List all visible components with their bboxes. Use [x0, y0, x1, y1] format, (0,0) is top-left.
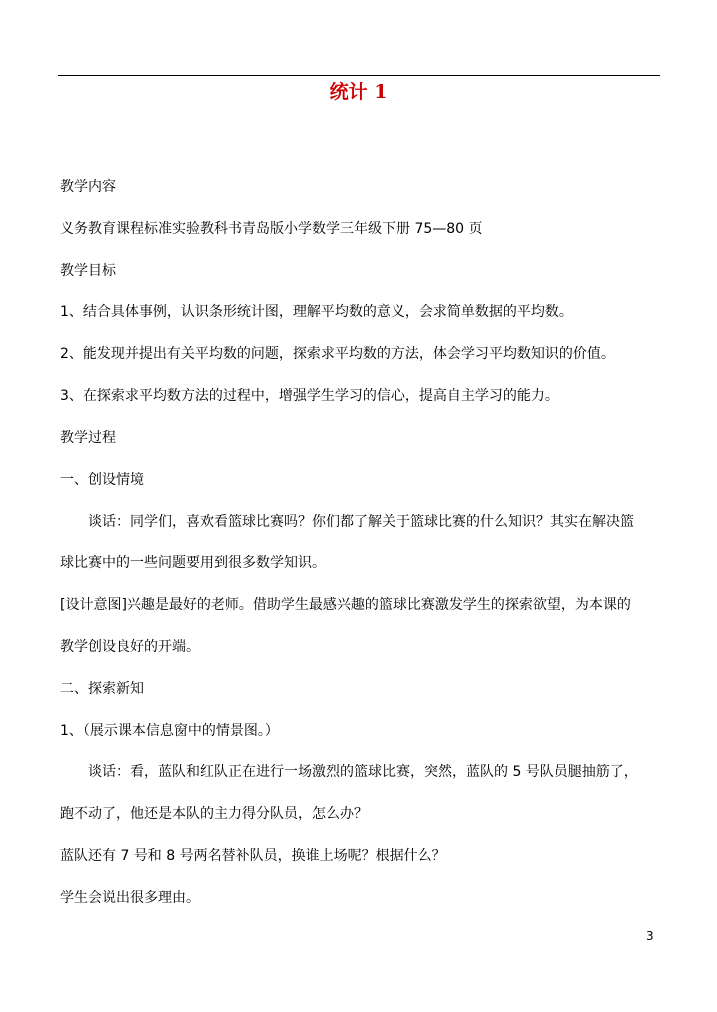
content-text: 义务教育课程标准实验教科书青岛版小学数学三年级下册 75—80 页 — [60, 221, 483, 237]
subsection-heading-explore: 二、探索新知 — [60, 681, 144, 697]
goal-item-3: 3、在探索求平均数方法的过程中，增强学生学习的信心，提高自主学习的能力。 — [60, 388, 559, 404]
subsection-heading-scenario: 一、创设情境 — [60, 472, 144, 488]
page-number: 3 — [646, 929, 654, 943]
design-intent-line-1: [设计意图]兴趣是最好的老师。借助学生最感兴趣的篮球比赛激发学生的探索欲望，为本课的 — [60, 597, 631, 613]
section-heading-goals: 教学目标 — [60, 263, 116, 279]
explore-step-1: 1、（展示课本信息窗中的情景图。） — [60, 723, 279, 739]
section-heading-content: 教学内容 — [60, 179, 116, 195]
goal-item-1: 1、结合具体事例，认识条形统计图，理解平均数的意义，会求简单数据的平均数。 — [60, 304, 573, 320]
design-intent-line-2: 教学创设良好的开端。 — [60, 639, 200, 655]
section-heading-process: 教学过程 — [60, 430, 116, 446]
student-response-text: 学生会说出很多理由。 — [60, 890, 200, 906]
dialogue-line-1: 谈话：同学们，喜欢看篮球比赛吗？你们都了解关于篮球比赛的什么知识？其实在解决篮 — [60, 514, 634, 530]
question-text: 蓝队还有 7 号和 8 号两名替补队员，换谁上场呢？根据什么？ — [60, 848, 446, 864]
dialogue-line-3: 谈话：看，蓝队和红队正在进行一场激烈的篮球比赛，突然，蓝队的 5 号队员腿抽筋了， — [60, 764, 638, 780]
header-rule — [58, 75, 660, 76]
goal-item-2: 2、能发现并提出有关平均数的问题，探索求平均数的方法，体会学习平均数知识的价值。 — [60, 346, 615, 362]
dialogue-line-4: 跑不动了，他还是本队的主力得分队员，怎么办？ — [60, 806, 368, 822]
document-title: 统计 1 — [329, 81, 388, 103]
dialogue-line-2: 球比赛中的一些问题要用到很多数学知识。 — [60, 555, 326, 571]
